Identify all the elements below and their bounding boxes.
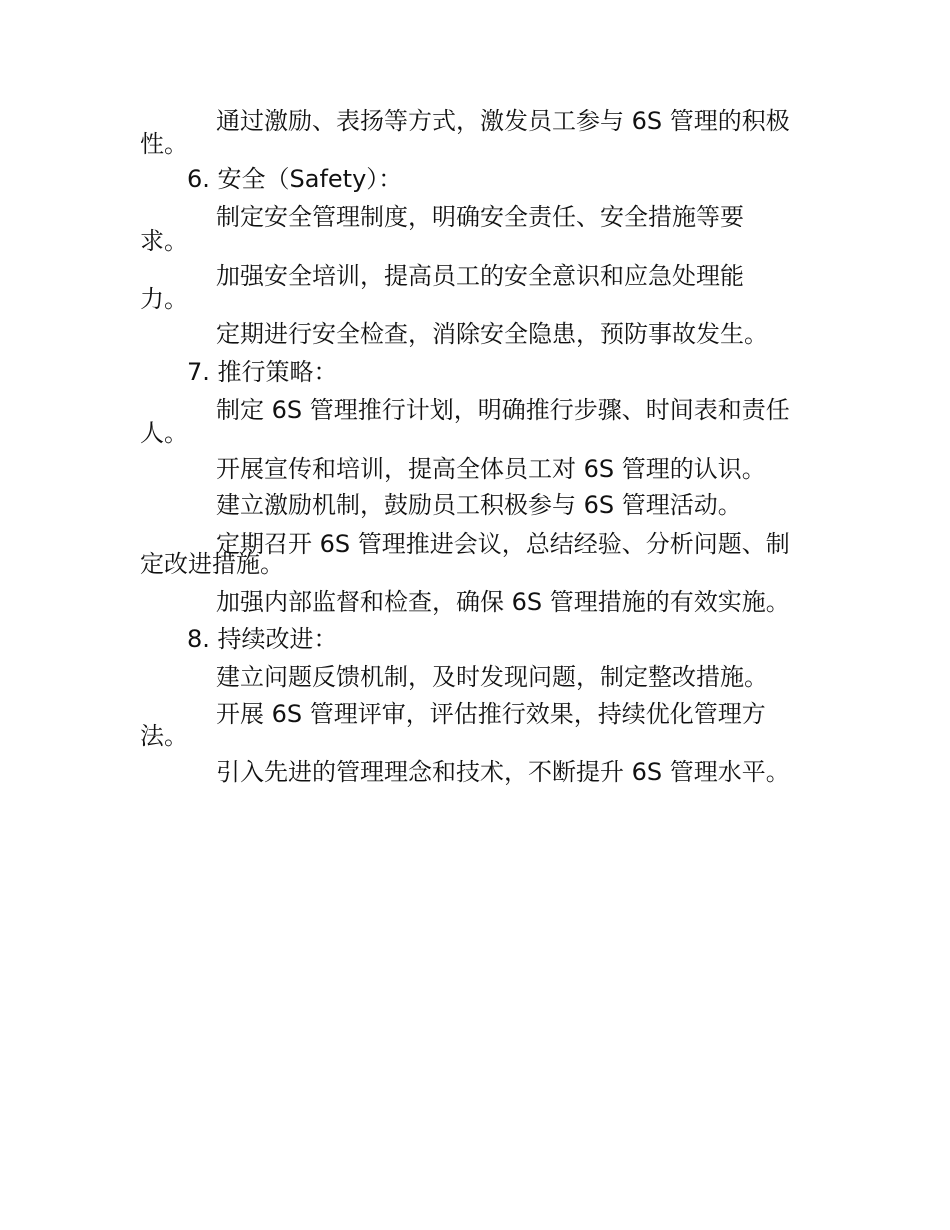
- paragraph-wrap-line: 法。: [140, 722, 188, 750]
- paragraph-line: 开展 6S 管理评审，评估推行效果，持续优化管理方: [216, 700, 766, 728]
- paragraph-line: 加强内部监督和检查，确保 6S 管理措施的有效实施。: [216, 588, 790, 616]
- paragraph-line: 建立问题反馈机制，及时发现问题，制定整改措施。: [216, 663, 768, 691]
- paragraph-line: 定期召开 6S 管理推进会议，总结经验、分析问题、制: [216, 530, 790, 558]
- paragraph-line: 引入先进的管理理念和技术，不断提升 6S 管理水平。: [216, 758, 790, 786]
- paragraph-line: 建立激励机制，鼓励员工积极参与 6S 管理活动。: [216, 491, 742, 519]
- paragraph-line: 定期进行安全检查，消除安全隐患，预防事故发生。: [216, 320, 768, 348]
- section-heading-strategy: 7. 推行策略：: [187, 358, 338, 386]
- paragraph-wrap-line: 定改进措施。: [140, 550, 284, 578]
- paragraph-wrap-line: 求。: [140, 227, 188, 255]
- paragraph-line: 加强安全培训，提高员工的安全意识和应急处理能: [216, 262, 744, 290]
- paragraph-wrap-line: 力。: [140, 285, 188, 313]
- paragraph-wrap-line: 人。: [140, 419, 188, 447]
- section-heading-safety: 6. 安全（Safety）：: [187, 165, 403, 193]
- paragraph-line: 开展宣传和培训，提高全体员工对 6S 管理的认识。: [216, 455, 766, 483]
- paragraph-line: 制定安全管理制度，明确安全责任、安全措施等要: [216, 203, 744, 231]
- paragraph-line: 通过激励、表扬等方式，激发员工参与 6S 管理的积极: [216, 107, 790, 135]
- section-heading-improvement: 8. 持续改进：: [187, 625, 338, 653]
- paragraph-line: 制定 6S 管理推行计划，明确推行步骤、时间表和责任: [216, 396, 790, 424]
- paragraph-wrap-line: 性。: [140, 130, 188, 158]
